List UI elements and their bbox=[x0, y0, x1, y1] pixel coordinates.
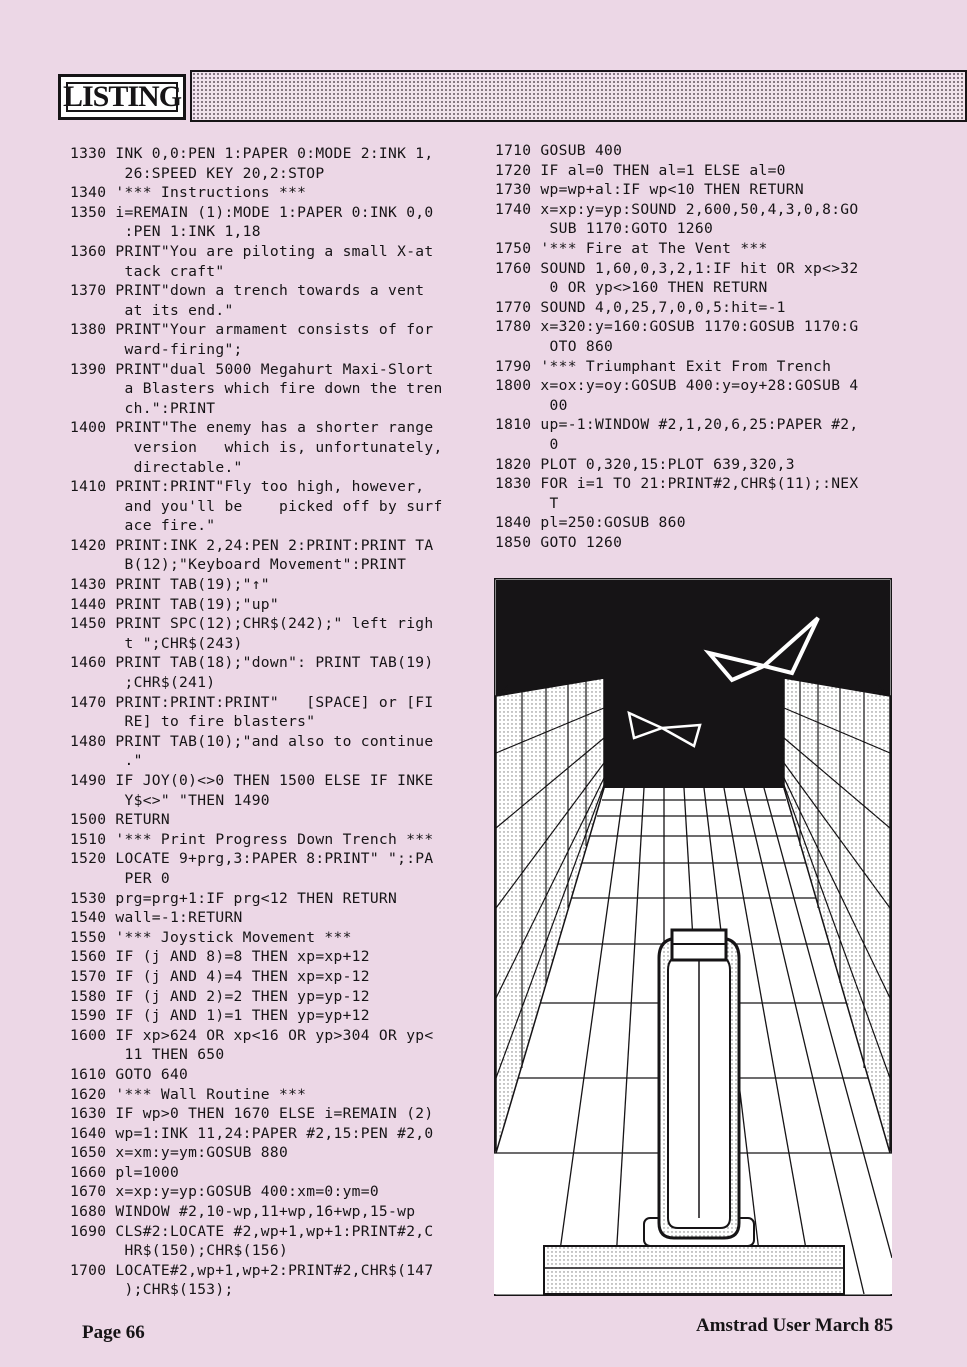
code-line: T bbox=[495, 494, 559, 512]
code-line: 1490 IF JOY(0)<>0 THEN 1500 ELSE IF INKE bbox=[70, 772, 434, 789]
code-line: PER 0 bbox=[70, 869, 170, 887]
code-line: 1840 pl=250:GOSUB 860 bbox=[495, 514, 686, 532]
trench-run-illustration bbox=[494, 578, 892, 1296]
code-line: 0 bbox=[495, 435, 559, 453]
code-line: 1760 SOUND 1,60,0,3,2,1:IF hit OR xp<>32 bbox=[495, 259, 859, 277]
code-line: and you'll be picked off by surf bbox=[70, 497, 443, 515]
code-line: 1540 wall=-1:RETURN bbox=[70, 909, 243, 927]
code-line: directable." bbox=[70, 458, 243, 476]
code-line: 1520 LOCATE 9+prg,3:PAPER 8:PRINT" ";:PA bbox=[70, 850, 434, 868]
code-line: 1580 IF (j AND 2)=2 THEN yp=yp-12 bbox=[70, 987, 370, 1005]
code-line: 1830 FOR i=1 TO 21:PRINT#2,CHR$(11);:NEX bbox=[495, 475, 859, 493]
publication-credit: Amstrad User March 85 bbox=[696, 1315, 894, 1336]
code-line: 1430 PRINT TAB(19);"↑" bbox=[70, 576, 270, 594]
code-line: 1810 up=-1:WINDOW #2,1,20,6,25:PAPER #2, bbox=[495, 416, 859, 434]
code-line: 1780 x=320:y=160:GOSUB 1170:GOSUB 1170:G bbox=[495, 318, 859, 336]
code-line: 1850 GOTO 1260 bbox=[495, 533, 623, 551]
code-line: 1740 x=xp:y=yp:SOUND 2,600,50,4,3,0,8:GO bbox=[495, 200, 859, 218]
code-line: );CHR$(153); bbox=[70, 1281, 234, 1299]
code-line: 1790 '*** Triumphant Exit From Trench bbox=[495, 357, 832, 375]
code-line: 1570 IF (j AND 4)=4 THEN xp=xp-12 bbox=[70, 967, 370, 985]
code-line: 1450 PRINT SPC(12);CHR$(242);" left righ bbox=[70, 615, 434, 633]
code-line: tack craft" bbox=[70, 262, 225, 280]
code-line: 1470 PRINT:PRINT:PRINT" [SPACE] or [FI bbox=[70, 693, 434, 711]
code-line: 1390 PRINT"dual 5000 Megahurt Maxi-Slort bbox=[70, 360, 434, 378]
code-line: SUB 1170:GOTO 1260 bbox=[495, 220, 714, 238]
code-line: a Blasters which fire down the tren bbox=[70, 380, 443, 398]
code-line: OTO 860 bbox=[495, 337, 614, 355]
code-line: 1410 PRINT:PRINT"Fly too high, however, bbox=[70, 478, 425, 496]
code-line: 1550 '*** Joystick Movement *** bbox=[70, 928, 352, 946]
listing-column-right bbox=[495, 141, 858, 552]
code-line: ;CHR$(241) bbox=[70, 674, 216, 692]
code-line: 00 bbox=[495, 396, 568, 414]
code-line: 1440 PRINT TAB(19);"up" bbox=[70, 595, 279, 613]
header-dotted-bar bbox=[190, 70, 967, 122]
code-line: ." bbox=[70, 752, 143, 770]
code-line: 1420 PRINT:INK 2,24:PEN 2:PRINT:PRINT TA bbox=[70, 536, 434, 554]
code-line: 1360 PRINT"You are piloting a small X-at bbox=[70, 242, 434, 260]
code-line: 1770 SOUND 4,0,25,7,0,0,5:hit=-1 bbox=[495, 298, 786, 316]
code-line: 1610 GOTO 640 bbox=[70, 1065, 189, 1083]
code-line: 1350 i=REMAIN (1):MODE 1:PAPER 0:INK 0,0 bbox=[70, 203, 434, 221]
code-line: ace fire." bbox=[70, 517, 216, 535]
code-line: 1820 PLOT 0,320,15:PLOT 639,320,3 bbox=[495, 455, 795, 473]
code-line: 1340 '*** Instructions *** bbox=[70, 184, 307, 202]
code-line: 1710 GOSUB 400 bbox=[495, 142, 623, 159]
code-line: 1330 INK 0,0:PEN 1:PAPER 0:MODE 2:INK 1, bbox=[70, 145, 434, 162]
code-line: 1620 '*** Wall Routine *** bbox=[70, 1085, 307, 1103]
code-line: ch.":PRINT bbox=[70, 399, 216, 417]
code-line: HR$(150);CHR$(156) bbox=[70, 1242, 289, 1260]
code-line: :PEN 1:INK 1,18 bbox=[70, 223, 261, 241]
code-line: 1380 PRINT"Your armament consists of for bbox=[70, 321, 434, 339]
code-line: Y$<>" "THEN 1490 bbox=[70, 791, 270, 809]
code-line: 1400 PRINT"The enemy has a shorter range bbox=[70, 419, 434, 437]
code-line: B(12);"Keyboard Movement":PRINT bbox=[70, 556, 407, 574]
code-line: 1460 PRINT TAB(18);"down": PRINT TAB(19) bbox=[70, 654, 434, 672]
listing-header bbox=[58, 70, 967, 126]
code-line: 1670 x=xp:y=yp:GOSUB 400:xm=0:ym=0 bbox=[70, 1183, 379, 1201]
code-line: 1720 IF al=0 THEN al=1 ELSE al=0 bbox=[495, 161, 786, 179]
code-line: 1480 PRINT TAB(10);"and also to continue bbox=[70, 732, 434, 750]
code-line: 1630 IF wp>0 THEN 1670 ELSE i=REMAIN (2) bbox=[70, 1105, 434, 1123]
code-line: 1660 pl=1000 bbox=[70, 1163, 180, 1181]
code-line: 1750 '*** Fire at The Vent *** bbox=[495, 239, 768, 257]
code-line: 1680 WINDOW #2,10-wp,11+wp,16+wp,15-wp bbox=[70, 1203, 416, 1221]
code-line: 1700 LOCATE#2,wp+1,wp+2:PRINT#2,CHR$(147 bbox=[70, 1261, 434, 1279]
listing-column-left bbox=[70, 144, 443, 1300]
code-line: 1730 wp=wp+al:IF wp<10 THEN RETURN bbox=[495, 181, 804, 199]
listing-badge bbox=[58, 74, 186, 120]
code-line: version which is, unfortunately, bbox=[70, 438, 443, 456]
page-number: Page 66 bbox=[82, 1322, 145, 1343]
code-line: at its end." bbox=[70, 301, 234, 319]
code-line: 1590 IF (j AND 1)=1 THEN yp=yp+12 bbox=[70, 1007, 370, 1025]
code-line: ward-firing"; bbox=[70, 340, 243, 358]
code-line: 1800 x=ox:y=oy:GOSUB 400:y=oy+28:GOSUB 4 bbox=[495, 377, 859, 395]
code-line: 1510 '*** Print Progress Down Trench *** bbox=[70, 830, 434, 848]
code-line: t ";CHR$(243) bbox=[70, 634, 243, 652]
code-line: 1370 PRINT"down a trench towards a vent bbox=[70, 282, 425, 300]
code-line: 1690 CLS#2:LOCATE #2,wp+1,wp+1:PRINT#2,C bbox=[70, 1222, 434, 1240]
code-line: 1650 x=xm:y=ym:GOSUB 880 bbox=[70, 1144, 289, 1162]
code-line: 1500 RETURN bbox=[70, 811, 170, 829]
code-line: 1600 IF xp>624 OR xp<16 OR yp>304 OR yp< bbox=[70, 1026, 434, 1044]
code-line: RE] to fire blasters" bbox=[70, 713, 316, 731]
code-line: 1530 prg=prg+1:IF prg<12 THEN RETURN bbox=[70, 889, 398, 907]
code-line: 26:SPEED KEY 20,2:STOP bbox=[70, 164, 325, 182]
code-line: 11 THEN 650 bbox=[70, 1046, 225, 1064]
code-line: 0 OR yp<>160 THEN RETURN bbox=[495, 279, 768, 297]
code-line: 1640 wp=1:INK 11,24:PAPER #2,15:PEN #2,0 bbox=[70, 1124, 434, 1142]
code-line: 1560 IF (j AND 8)=8 THEN xp=xp+12 bbox=[70, 948, 370, 966]
listing-title: LISTING bbox=[62, 80, 182, 113]
